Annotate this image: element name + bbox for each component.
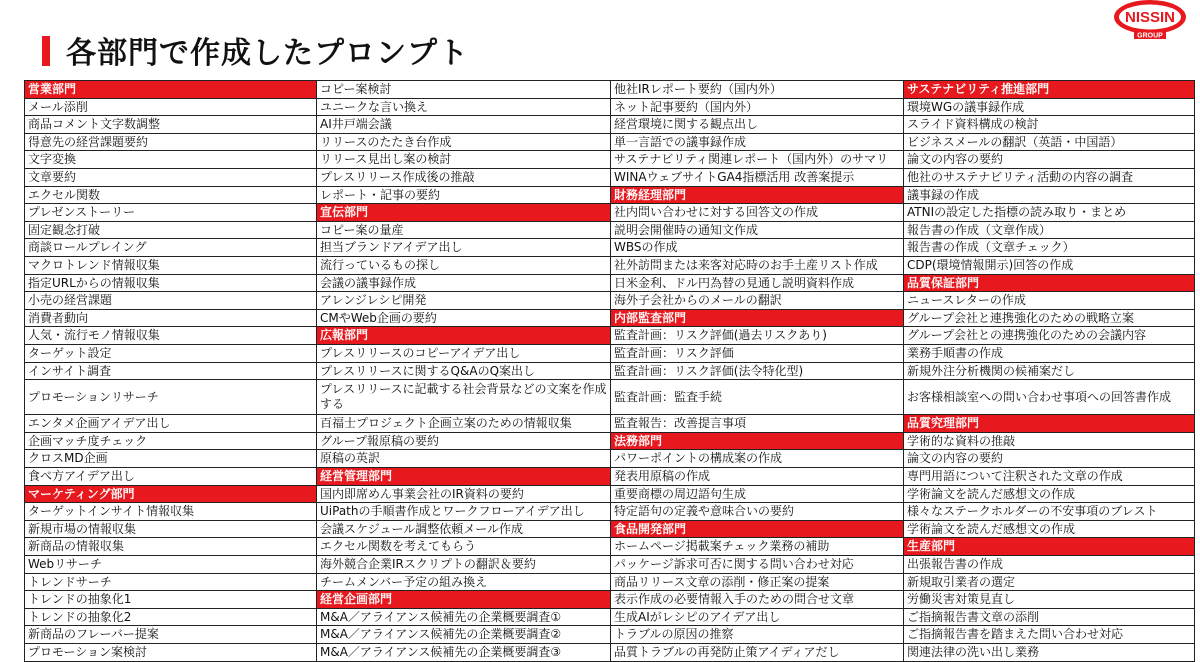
department-header-label: 生産部門: [907, 539, 956, 554]
prompt-item: [611, 239, 903, 257]
prompt-item-label: 日米金利、ドル円為替の見通し説明資料作成: [614, 275, 855, 290]
prompt-item: [25, 116, 316, 134]
prompt-item: [611, 468, 903, 486]
prompt-item: [904, 292, 1194, 310]
prompt-item-label: 品質トラブルの再発防止策アイディアだし: [614, 645, 840, 659]
logo-sub-text: GROUP: [1137, 32, 1163, 40]
prompt-item-label: 人気・流行モノ情報収集: [28, 328, 160, 343]
prompt-item: [317, 187, 610, 205]
prompt-item-label: 監査計画：監査手続: [614, 389, 723, 404]
prompt-item-label: ニュースレターの作成: [907, 293, 1026, 308]
prompt-item-label: トラブルの原因の推察: [614, 627, 734, 642]
prompt-item-label: 監査報告：改善提言事項: [614, 416, 747, 431]
prompt-item: [611, 275, 903, 293]
prompt-item: [611, 327, 903, 345]
prompt-item-label: エクセル関数を考えてもらう: [320, 539, 477, 554]
prompt-item-label: 学術論文を読んだ感想文の作成: [907, 521, 1076, 536]
prompt-item: [611, 151, 903, 169]
prompt-item: [904, 486, 1194, 504]
prompt-item: [25, 503, 316, 521]
prompt-item: [611, 538, 903, 556]
prompt-item: [611, 626, 903, 644]
prompt-item: [611, 345, 903, 363]
prompt-item: [25, 415, 316, 433]
prompt-item-label: サステナビリティ関連レポート（国内外）のサマリ: [614, 152, 889, 167]
prompt-item-label: 生成AIがレシピのアイデア出し: [614, 609, 781, 624]
prompt-item: [611, 222, 903, 240]
prompt-item-label: ATNIの設定した指標の読み取り・まとめ: [907, 205, 1127, 220]
prompt-item: [611, 556, 903, 574]
prompt-item-label: 監査計画：リスク評価(過去リスクあり): [614, 328, 827, 343]
prompt-item-label: リリース見出し案の検討: [320, 152, 452, 167]
prompt-item-label: M&A／アライアンス候補先の企業概要調査①: [320, 609, 562, 624]
prompt-item-label: グループ会社との連携強化のための会議内容: [907, 328, 1147, 343]
prompt-item: [25, 626, 316, 644]
department-header: [904, 81, 1194, 99]
department-header-label: 経営企画部門: [320, 592, 393, 607]
prompt-item: [611, 486, 903, 504]
prompt-item-label: 文字変換: [28, 152, 77, 167]
prompt-item: [904, 363, 1194, 381]
nissin-logo: [1112, 0, 1188, 40]
prompt-item: [611, 450, 903, 468]
prompt-item-label: 流行っているもの探し: [320, 257, 441, 272]
table-column-4: [904, 81, 1195, 662]
prompt-item: [904, 99, 1194, 117]
prompt-item: [611, 380, 903, 415]
prompt-item-label: 論文の内容の要約: [907, 451, 1004, 466]
prompt-item-label: 特定語句の定義や意味合いの要約: [614, 504, 795, 519]
prompt-item: [25, 134, 316, 152]
prompt-item: [317, 626, 610, 644]
prompt-item: [317, 81, 610, 99]
prompt-item: [25, 292, 316, 310]
logo-brand-text: NISSIN: [1124, 9, 1176, 26]
prompt-item: [317, 257, 610, 275]
prompt-item: [25, 380, 316, 415]
prompt-item-label: インサイト調査: [28, 363, 112, 378]
prompt-item: [904, 574, 1194, 592]
prompt-item: [317, 275, 610, 293]
prompt-item-label: 説明会開催時の通知文作成: [614, 222, 759, 237]
prompt-item-label: M&A／アライアンス候補先の企業概要調査②: [320, 627, 562, 642]
prompt-item: [611, 116, 903, 134]
prompt-item-label: パッケージ訴求可否に関する問い合わせ対応: [614, 557, 854, 572]
prompt-item-label: ホームページ掲載案チェック業務の補助: [614, 539, 830, 554]
department-header: [904, 538, 1194, 556]
prompt-item-label: ご指摘報告書を踏まえた問い合わせ対応: [907, 627, 1124, 642]
prompt-item-label: 指定URLからの情報収集: [28, 275, 160, 290]
prompt-item: [317, 538, 610, 556]
prompt-item-label: AI井戸端会議: [320, 117, 392, 132]
prompt-item: [904, 151, 1194, 169]
prompt-item: [317, 116, 610, 134]
department-header-label: 財務経理部門: [614, 187, 687, 202]
prompt-item-label: 発表用原稿の作成: [614, 469, 711, 484]
prompt-item: [611, 574, 903, 592]
prompt-item: [904, 116, 1194, 134]
prompt-item-label: コピー案の量産: [320, 222, 404, 237]
prompt-item: [611, 609, 903, 627]
prompt-item-label: エンタメ企画アイデア出し: [28, 416, 171, 431]
prompt-item-label: お客様相談室への問い合わせ事項への回答書作成: [907, 389, 1172, 404]
prompt-item-label: クロスMD企画: [28, 451, 108, 466]
prompt-item: [317, 450, 610, 468]
prompt-item-label: UiPathの手順書作成とワークフローアイデア出し: [320, 504, 585, 519]
prompt-item: [25, 574, 316, 592]
prompt-item: [317, 169, 610, 187]
page-title: 各部門で作成したプロンプト: [66, 36, 469, 71]
prompt-item-label: WINAウェブサイトGA4指標活用 改善案提示: [614, 169, 855, 184]
prompt-item: [904, 134, 1194, 152]
prompt-item-label: 固定観念打破: [28, 222, 101, 237]
prompt-item-label: 経営環境に関する観点出し: [614, 117, 759, 132]
prompt-item-label: M&A／アライアンス候補先の企業概要調査③: [320, 645, 562, 659]
department-header: [25, 81, 316, 99]
prompt-item-label: CDP(環境情報開示)回答の作成: [907, 257, 1074, 272]
prompt-item: [611, 169, 903, 187]
prompt-item: [317, 609, 610, 627]
prompt-item: [25, 556, 316, 574]
prompt-item-label: 単一言語での議事録作成: [614, 134, 747, 149]
prompt-item: [25, 345, 316, 363]
prompt-item: [904, 380, 1194, 415]
prompt-item-label: 重要商標の周辺語句生成: [614, 486, 747, 501]
prompt-item: [317, 503, 610, 521]
prompt-item-label: 新商品のフレーバー提案: [28, 627, 159, 642]
department-header-label: 法務部門: [614, 433, 663, 448]
prompt-item-label: 文章要約: [28, 169, 77, 184]
prompt-item: [317, 99, 610, 117]
prompt-item-label: エクセル関数: [28, 187, 101, 202]
prompt-item: [611, 415, 903, 433]
prompt-item-label: 会議の議事録作成: [320, 275, 417, 290]
prompt-item-label: ご指摘報告書文章の添削: [907, 609, 1040, 624]
title-accent-bar: [42, 36, 50, 66]
prompt-item-label: マクロトレンド情報収集: [28, 257, 160, 272]
prompt-item-label: 食べ方アイデア出し: [28, 469, 135, 484]
prompt-item-label: 業務手順書の作成: [907, 345, 1004, 360]
prompt-item-label: トレンドの抽象化1: [28, 592, 132, 607]
prompt-item-label: チームメンバー予定の組み換え: [320, 574, 488, 589]
prompt-item: [904, 257, 1194, 275]
prompt-item-label: 社外訪問または来客対応時のお手土産リスト作成: [614, 257, 878, 272]
prompt-item: [317, 134, 610, 152]
prompt-item: [317, 574, 610, 592]
department-header: [317, 327, 610, 345]
prompt-item-label: 報告書の作成（文章チェック）: [907, 240, 1075, 255]
prompt-item-label: ビジネスメールの翻訳（英語・中国語）: [907, 134, 1123, 149]
prompt-item: [904, 310, 1194, 328]
prompt-item: [317, 151, 610, 169]
prompt-item-label: 得意先の経営課題要約: [28, 134, 149, 149]
prompt-item-label: 専門用語について注釈された文章の作成: [907, 469, 1123, 484]
prompt-item-label: 会議スケジュール調整依頼メール作成: [320, 521, 524, 536]
prompt-item: [904, 591, 1194, 609]
prompt-item: [904, 556, 1194, 574]
prompt-item: [904, 187, 1194, 205]
prompt-item-label: 社内問い合わせに対する回答文の作成: [614, 205, 819, 220]
prompt-item-label: 小売の経営課題: [28, 293, 113, 308]
prompt-item-label: トレンドの抽象化2: [28, 609, 132, 624]
prompt-item: [317, 415, 610, 433]
prompt-item: [611, 503, 903, 521]
department-header-label: 広報部門: [320, 328, 369, 343]
prompt-item-label: 海外競合企業IRスクリプトの翻訳＆要約: [320, 557, 536, 572]
prompt-item: [317, 556, 610, 574]
department-header: [317, 468, 610, 486]
prompt-item-label: 新規市場の情報収集: [28, 521, 137, 536]
department-header-label: マーケティング部門: [28, 486, 135, 501]
prompt-item: [611, 204, 903, 222]
prompt-item-label: ターゲット設定: [28, 345, 112, 360]
prompt-item: [904, 609, 1194, 627]
prompt-item-label: パワーポイントの構成案の作成: [614, 451, 783, 466]
prompt-item-label: 新規取引業者の選定: [907, 574, 1016, 589]
prompt-item-label: アレンジレシピ開発: [320, 293, 427, 308]
prompt-item-label: ターゲットインサイト情報収集: [28, 504, 195, 519]
prompt-item-label: 様々なステークホルダーの不安事項のブレスト: [907, 504, 1158, 519]
prompt-item-label: 報告書の作成（文章作成）: [907, 222, 1052, 237]
prompt-item-label: 他社IRレポート要約（国内外）: [614, 82, 782, 96]
prompt-item-label: プレスリリースに関するQ&AのQ案出し: [320, 363, 536, 378]
prompt-item: [25, 204, 316, 222]
prompt-item-label: プロモーション案検討: [28, 645, 148, 659]
department-header-label: 営業部門: [28, 82, 77, 96]
prompt-item-label: 学術的な資料の推敲: [907, 433, 1016, 448]
prompt-item: [25, 363, 316, 381]
department-header-label: 品質保証部門: [907, 275, 980, 290]
prompt-item: [25, 521, 316, 539]
department-header: [611, 521, 903, 539]
prompt-item-label: プレゼンストーリー: [28, 205, 136, 220]
prompt-item: [25, 275, 316, 293]
prompt-item: [317, 222, 610, 240]
prompt-item: [904, 222, 1194, 240]
prompt-item: [904, 626, 1194, 644]
prompt-item-label: リリースのたたき台作成: [320, 134, 452, 149]
prompt-item: [317, 380, 610, 415]
prompt-item-label: グループ会社と連携強化のための戦略立案: [907, 310, 1135, 325]
prompt-item: [25, 151, 316, 169]
table-column-2: [317, 81, 611, 662]
prompt-item: [611, 363, 903, 381]
prompt-item-label: 商品コメント文字数調整: [28, 117, 161, 132]
prompt-item-label: プロモーションリサーチ: [28, 389, 159, 404]
prompt-item: [25, 187, 316, 205]
department-header-label: 品質究理部門: [907, 416, 980, 431]
department-header: [904, 275, 1194, 293]
prompt-item: [317, 644, 610, 662]
prompt-item-label: 原稿の英訳: [320, 451, 381, 466]
prompt-item: [611, 99, 903, 117]
prompt-item-label: 商談ロールプレイング: [28, 240, 147, 255]
prompt-item: [317, 363, 610, 381]
prompt-item: [904, 327, 1194, 345]
prompt-item: [25, 239, 316, 257]
department-header: [317, 591, 610, 609]
prompt-item-label: トレンドサーチ: [28, 574, 112, 589]
department-header: [611, 433, 903, 451]
prompt-item-label: 企画マッチ度チェック: [28, 433, 148, 448]
prompt-item: [317, 310, 610, 328]
prompt-item-label: CMやWeb企画の要約: [320, 310, 437, 325]
prompt-item: [904, 503, 1194, 521]
prompt-item-label: Webリサーチ: [28, 557, 102, 572]
department-header: [611, 187, 903, 205]
department-header: [904, 415, 1194, 433]
prompt-item-label: レポート・記事の要約: [320, 187, 441, 202]
prompt-item-label: 他社のサステナビリティ活動の内容の調査: [907, 169, 1134, 184]
prompt-item-label: 論文の内容の要約: [907, 152, 1004, 167]
prompt-item: [611, 591, 903, 609]
prompt-item: [317, 345, 610, 363]
prompt-item-label: WBSの作成: [614, 240, 678, 255]
prompt-item: [904, 239, 1194, 257]
prompt-item-label: メール添削: [28, 99, 88, 114]
department-header-label: 経営管理部門: [320, 469, 393, 484]
prompt-item: [611, 81, 903, 99]
prompt-item-label: グループ報原稿の要約: [320, 433, 440, 448]
prompt-item-label: 百福士プロジェクト企画立案のための情報収集: [320, 416, 572, 431]
prompt-item: [25, 99, 316, 117]
prompt-item: [904, 468, 1194, 486]
prompt-item: [904, 450, 1194, 468]
prompt-item: [904, 345, 1194, 363]
prompt-item-label: 商品リリース文章の添削・修正案の提案: [614, 574, 830, 589]
prompt-item: [25, 257, 316, 275]
prompt-item: [25, 468, 316, 486]
prompt-item: [317, 521, 610, 539]
prompt-item: [25, 169, 316, 187]
prompt-item: [611, 292, 903, 310]
department-header-label: サステナビリティ推進部門: [907, 82, 1050, 96]
prompt-item-label: 学術論文を読んだ感想文の作成: [907, 486, 1076, 501]
prompt-item-label: 労働災害対策見直し: [907, 592, 1016, 607]
prompt-item-label: プレスリリース作成後の推敲: [320, 169, 475, 184]
department-header-label: 食品開発部門: [614, 521, 687, 536]
prompt-item: [317, 486, 610, 504]
prompt-item-label: 表示作成の必要情報入手のための問合せ文章: [614, 592, 855, 607]
prompt-item-label: コピー案検討: [320, 82, 392, 96]
prompt-item-label: 環境WGの議事録作成: [907, 99, 1025, 114]
prompt-item: [904, 169, 1194, 187]
prompt-item: [25, 222, 316, 240]
department-header: [611, 310, 903, 328]
prompt-item-label: 関連法律の洗い出し業務: [907, 645, 1040, 659]
prompt-item: [317, 292, 610, 310]
prompt-item-label: 議事録の作成: [907, 187, 980, 202]
prompt-item: [904, 204, 1194, 222]
prompt-item-label: ユニークな言い換え: [320, 99, 429, 114]
prompt-item: [611, 257, 903, 275]
prompt-item-label: 国内即席めん事業会社のIR資料の要約: [320, 486, 524, 501]
department-header-label: 内部監査部門: [614, 310, 687, 325]
prompt-item-label: スライド資料構成の検討: [907, 117, 1039, 132]
department-header: [25, 486, 316, 504]
prompt-item-label: プレスリリースに記載する社会背景などの文案を作成する: [320, 382, 607, 412]
prompt-item-label: プレスリリースのコピーアイデア出し: [320, 345, 521, 360]
prompt-item: [25, 538, 316, 556]
prompt-item: [904, 644, 1194, 662]
department-header: [317, 204, 610, 222]
table-column-1: [25, 81, 317, 662]
prompt-item: [25, 327, 316, 345]
prompt-item: [25, 310, 316, 328]
prompt-item: [317, 433, 610, 451]
prompt-item-label: 監査計画：リスク評価: [614, 345, 734, 360]
prompt-item-label: 海外子会社からのメールの翻訳: [614, 293, 782, 308]
prompt-item-label: 担当ブランドアイデア出し: [320, 240, 463, 255]
prompt-item: [904, 433, 1194, 451]
prompt-item: [611, 134, 903, 152]
prompt-item: [25, 591, 316, 609]
prompt-item-label: 監査計画：リスク評価(法令特化型): [614, 363, 804, 378]
prompt-table: [24, 80, 1195, 662]
prompt-item: [25, 450, 316, 468]
prompt-item-label: 消費者動向: [28, 310, 89, 325]
prompt-item-label: ネット記事要約（国内外）: [614, 99, 759, 114]
prompt-item-label: 新規外注分析機関の候補案だし: [907, 363, 1076, 378]
prompt-item: [25, 609, 316, 627]
prompt-item: [904, 521, 1194, 539]
prompt-item: [611, 644, 903, 662]
prompt-item-label: 出張報告書の作成: [907, 557, 1004, 572]
table-column-3: [611, 81, 904, 662]
prompt-item: [317, 239, 610, 257]
prompt-item: [25, 433, 316, 451]
department-header-label: 宣伝部門: [320, 205, 369, 220]
prompt-item: [25, 644, 316, 662]
prompt-item-label: 新商品の情報収集: [28, 539, 125, 554]
